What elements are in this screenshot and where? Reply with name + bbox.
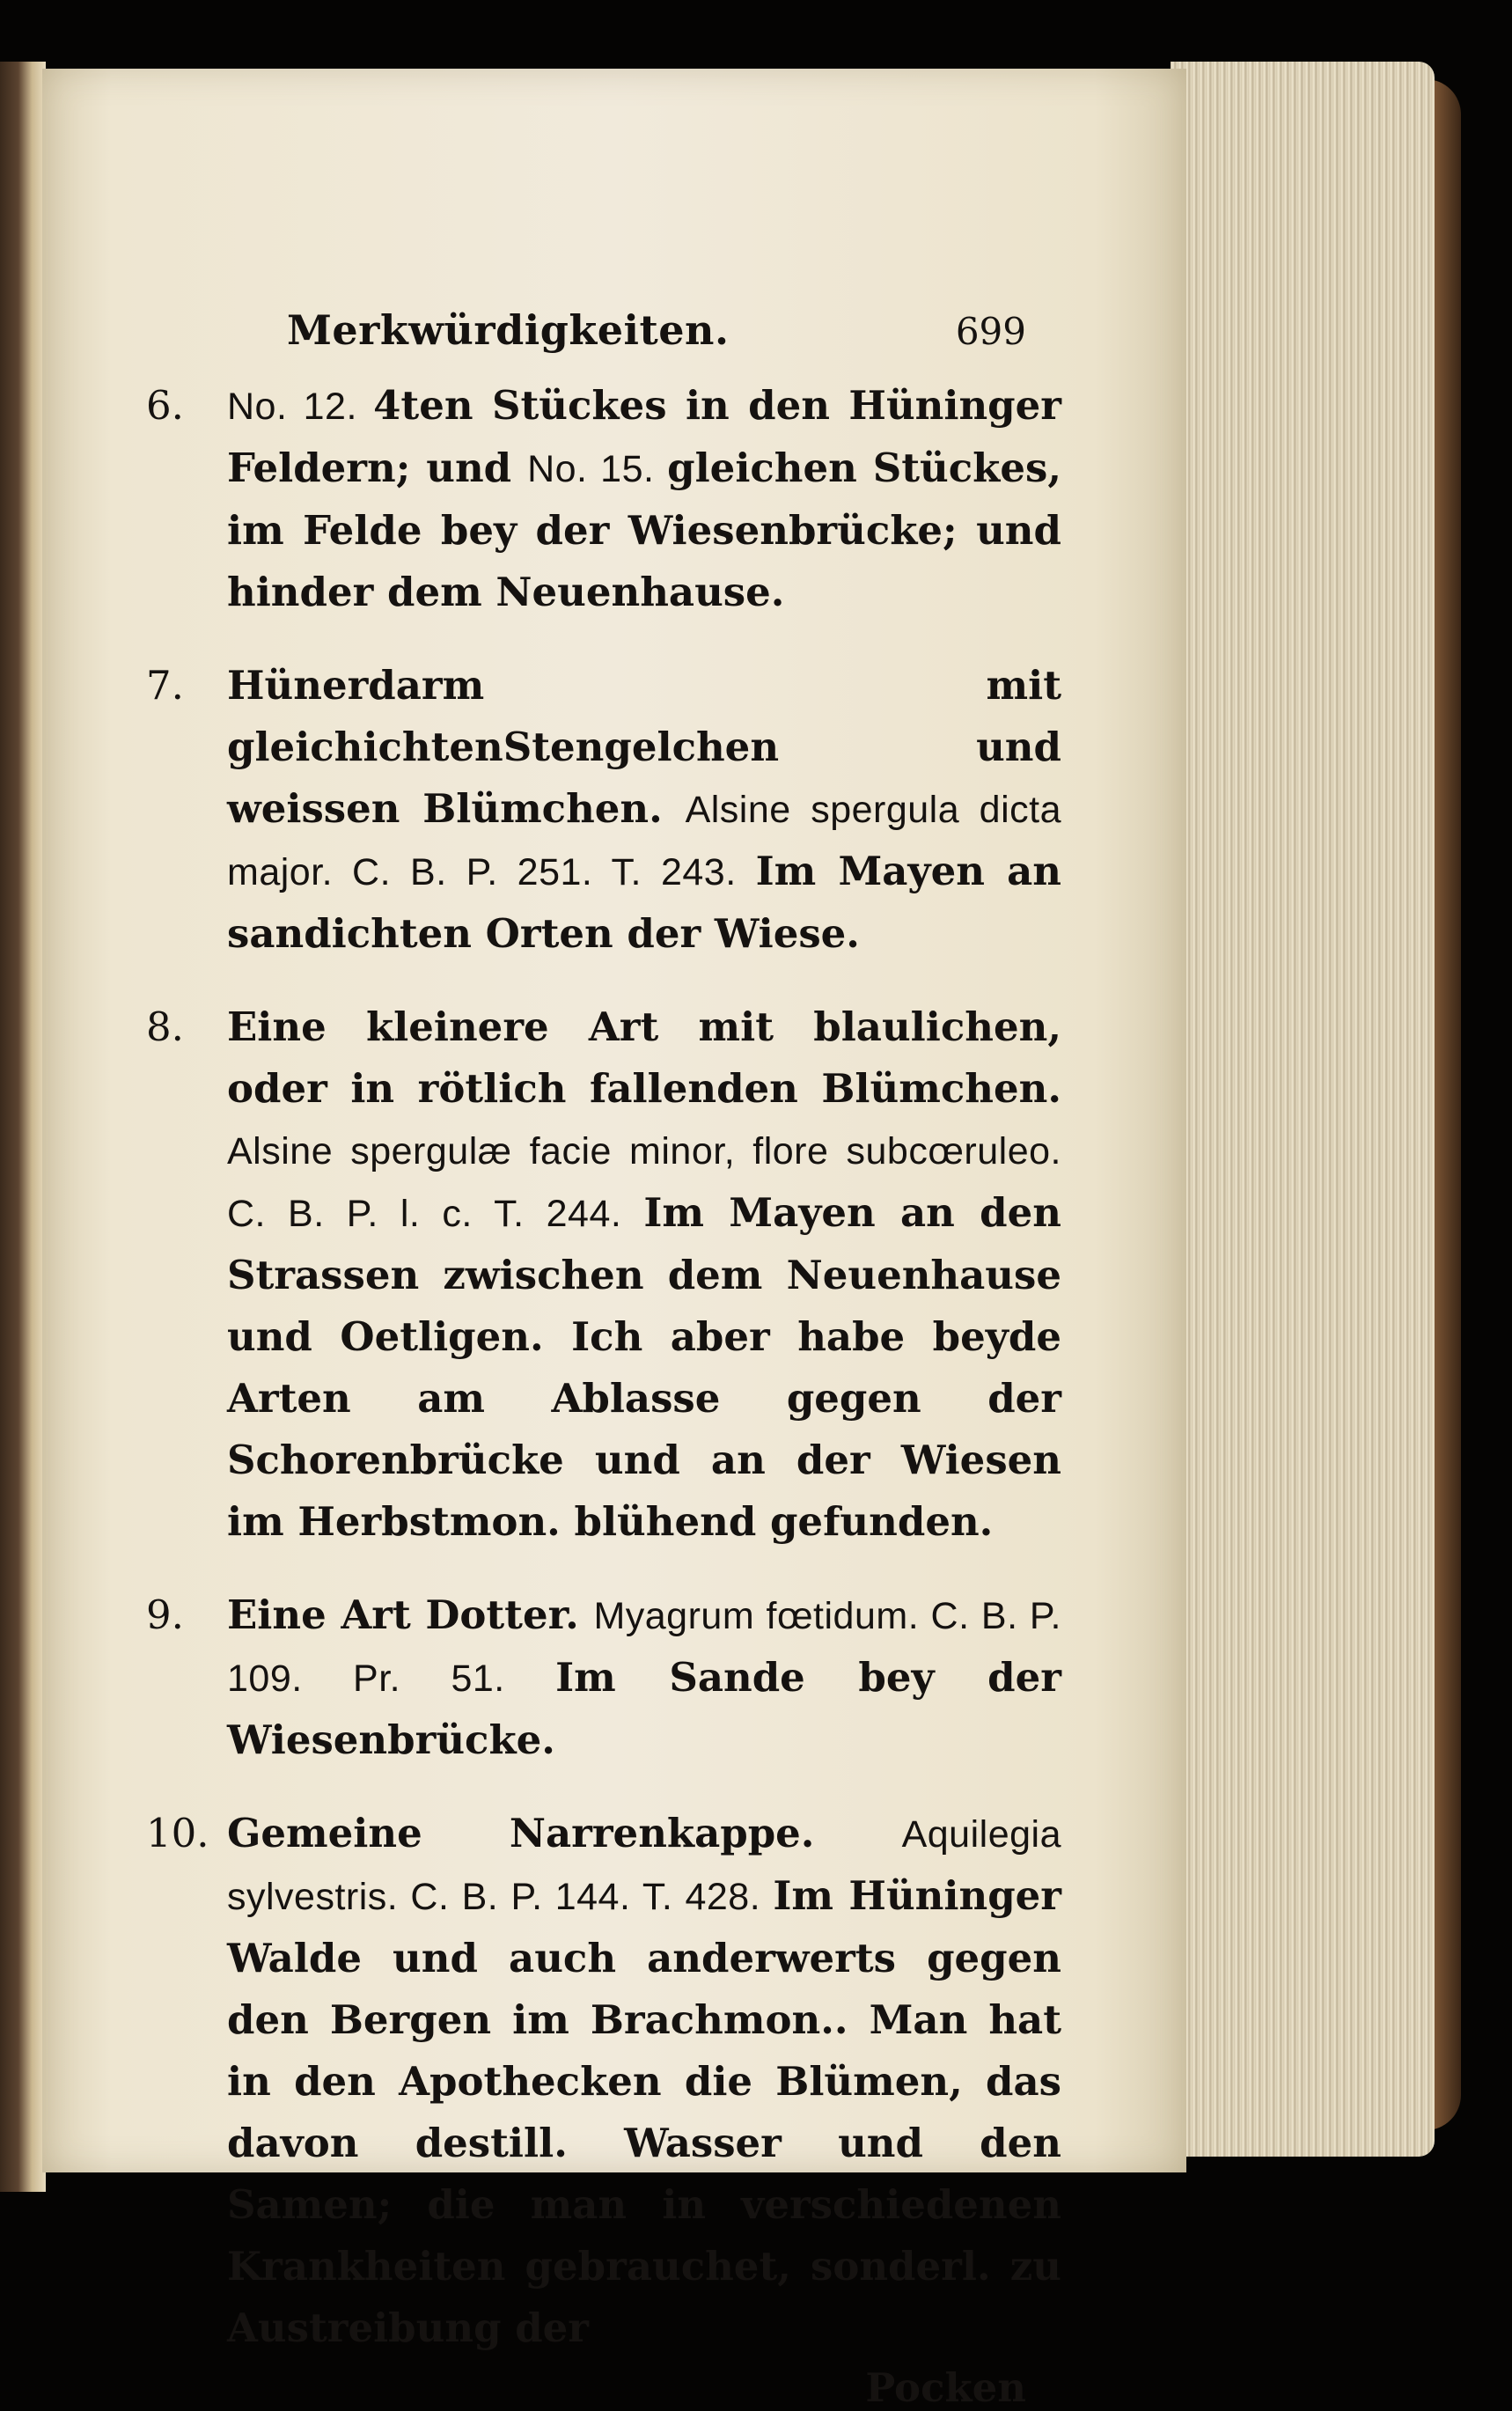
page-text	[146, 306, 1061, 2411]
entry-text-latin: Myagrum fœtidum. C. B. P. 109. Pr. 51.	[227, 1595, 1061, 1700]
entry-text-german: Eine kleinere Art mit blaulichen, oder in rötlich fallenden Blümchen.	[227, 1003, 1061, 1112]
running-head: Merkwürdigkeiten.	[287, 306, 730, 354]
catchword: Pocken	[865, 2364, 1026, 2411]
entry-number: 10.	[146, 1810, 209, 1856]
entry-text-german: gleichen Stückes, im Felde bey der Wiesenbrücke; und hinder dem Neuenhause.	[227, 445, 1061, 615]
entry-text-latin: Alsine spergula dicta major. C. B. P. 251. T. 243.	[227, 789, 1061, 893]
entry-text-latin: No. 15.	[527, 448, 668, 490]
entry-6	[146, 375, 1061, 623]
entry-text-german: Im Mayen an den Strassen zwischen dem Neuenhause und Oetligen. Ich aber habe beyde Arten am Ablasse gegen der Schorenbrücke und an der Wiesen im Herbstmon. blühend gefunden.	[227, 1189, 1061, 1545]
entry-text-latin: Alsine spergulæ facie minor, flore subcœruleo. C. B. P. l. c. T. 244.	[227, 1130, 1061, 1235]
entry-10	[146, 1803, 1061, 2359]
page-number: 699	[955, 310, 1026, 353]
entry-text-german: Im Mayen an sandichten Orten der Wiese.	[227, 848, 1061, 957]
entry-text-german: Gemeine Narrenkappe.	[227, 1810, 902, 1856]
entry-text-german: Eine Art Dotter.	[227, 1591, 594, 1638]
entry-number: 8.	[146, 1003, 184, 1050]
entry-text-german: 4ten Stückes in den Hüninger Feldern; und	[227, 382, 1061, 491]
entry-8	[146, 996, 1061, 1553]
entry-7	[146, 655, 1061, 965]
entry-number: 9.	[146, 1591, 184, 1638]
entry-text-german: Im Sande bey der Wiesenbrücke.	[227, 1654, 1061, 1763]
page-edges	[1171, 62, 1435, 2157]
entry-number: 6.	[146, 382, 184, 429]
entry-9	[146, 1584, 1061, 1771]
book-page	[42, 69, 1186, 2411]
entry-text-german: Hünerdarm mit gleichichtenStengelchen und weissen Blümchen.	[227, 662, 1061, 832]
entry-number: 7.	[146, 662, 184, 709]
page-header	[146, 306, 1061, 368]
entry-text-latin: Aquilegia sylvestris. C. B. P. 144. T. 428.	[227, 1813, 1061, 1918]
entry-text-latin: No. 12.	[227, 386, 374, 428]
entry-text-german: Im Hüninger Walde und auch anderwerts gegen den Bergen im Brachmon.. Man hat in den Apothecken die Blümen, das davon destill. Wasser und den Samen; die man in verschiedenen Krankheiten gebrauchet, sonderl. zu Austreibung der	[227, 1872, 1062, 2351]
book-cover-edge	[0, 62, 46, 2192]
